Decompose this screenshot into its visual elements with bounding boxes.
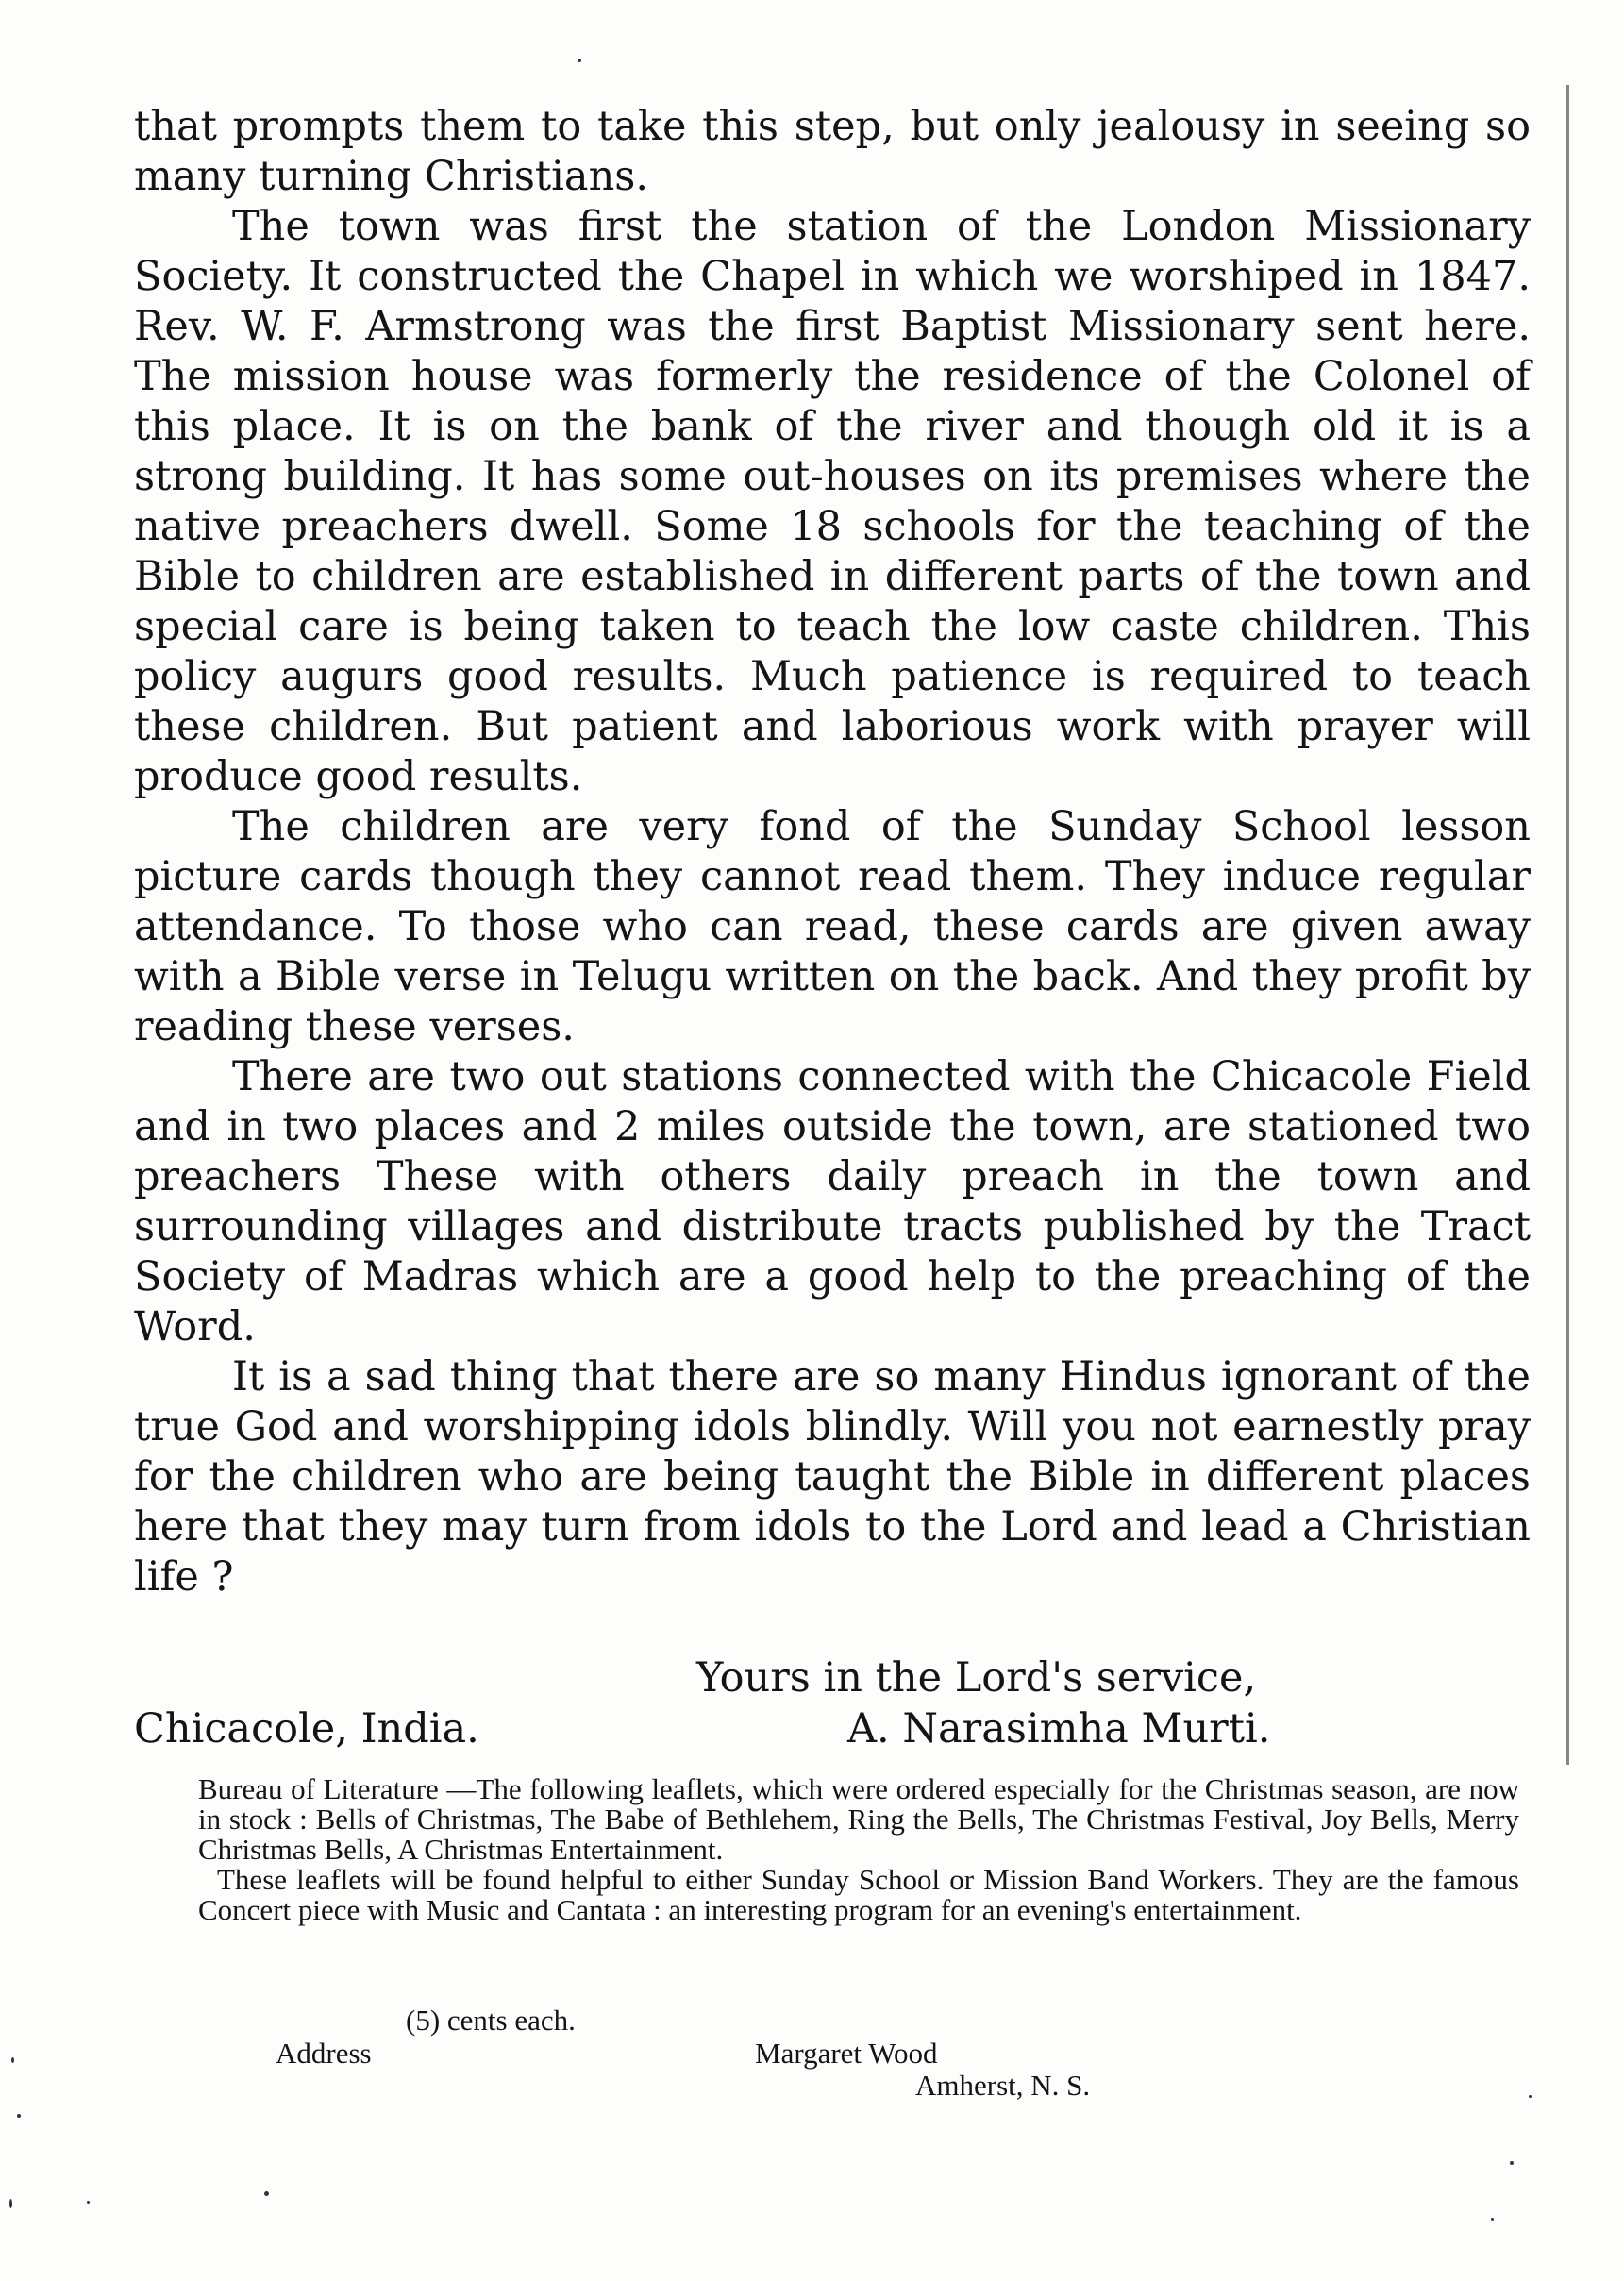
- letter-body: [134, 102, 1531, 1602]
- closing-line: Yours in the Lord's service,: [696, 1654, 1257, 1702]
- scan-speck: [11, 2057, 14, 2063]
- scan-speck: [1510, 2161, 1514, 2165]
- scan-speck: [17, 2114, 21, 2118]
- scan-speck: [264, 2191, 269, 2196]
- literature-notice: [198, 1774, 1519, 1925]
- scan-speck: [1529, 2095, 1532, 2098]
- scan-speck: [87, 2201, 90, 2204]
- scan-speck: [1491, 2218, 1494, 2221]
- notice-price: (5) cents each.: [406, 2004, 576, 2037]
- paragraph-appeal: It is a sad thing that there are so many Hindus ignorant of the true God and worshipping idols blindly. Will you not earnestly pray for the children who are being taught the Bible in different places here that they may turn from idols to the Lord and lead a Christian life ?: [134, 1353, 1531, 1601]
- paragraph-picture-cards: The children are very fond of the Sunday School lesson picture cards though they cannot read them. They induce regular attendance. To those who can read, these cards are given away with a Bible verse in Telugu written on the back. And they profit by reading these verses.: [134, 803, 1531, 1050]
- address-name: Margaret Wood: [755, 2037, 938, 2070]
- notice-paragraph-usage: These leaflets will be found helpful to either Sunday School or Mission Band Workers. They are the famous Concert piece with Music and Cantata : an interesting program for an evening's entertainment.: [198, 1863, 1519, 1926]
- address-label: Address: [276, 2037, 372, 2070]
- notice-paragraph-leaflets: Bureau of Literature —The following leaflets, which were ordered especially for the Christmas season, are now in stock : Bells of Christmas, The Babe of Bethlehem, Ring the Bells, The Christmas Festival, Joy Bells, Merry Christmas Bells, A Christmas Entertainment.: [198, 1772, 1519, 1866]
- scan-speck: [578, 59, 581, 62]
- scan-speck: [9, 2199, 12, 2208]
- paragraph-continuation: that prompts them to take this step, but only jealousy in seeing so many turning Christians.: [134, 103, 1531, 200]
- place-line: Chicacole, India.: [134, 1705, 479, 1753]
- signature-line: A. Narasimha Murti.: [847, 1705, 1271, 1753]
- paragraph-mission-history: The town was first the station of the London Missionary Society. It constructed the Chapel in which we worshiped in 1847. Rev. W. F. Armstrong was the first Baptist Missionary sent here. The mission house was formerly the residence of the Colonel of this place. It is on the bank of the river and though old it is a strong building. It has some out-houses on its premises where the native preachers dwell. Some 18 schools for the teaching of the Bible to children are established in different parts of the town and special care is being taken to teach the low caste children. This policy augurs good results. Much patience is required to teach these children. But patient and laborious work with prayer will produce good results.: [134, 203, 1531, 800]
- page-edge-shadow: [1566, 85, 1569, 1765]
- paragraph-out-stations: There are two out stations connected with the Chicacole Field and in two places and 2 miles outside the town, are stationed two preachers These with others daily preach in the town and surrounding villages and distribute tracts published by the Tract Society of Madras which are a good help to the preaching of the Word.: [134, 1053, 1531, 1350]
- address-place: Amherst, N. S.: [915, 2069, 1091, 2102]
